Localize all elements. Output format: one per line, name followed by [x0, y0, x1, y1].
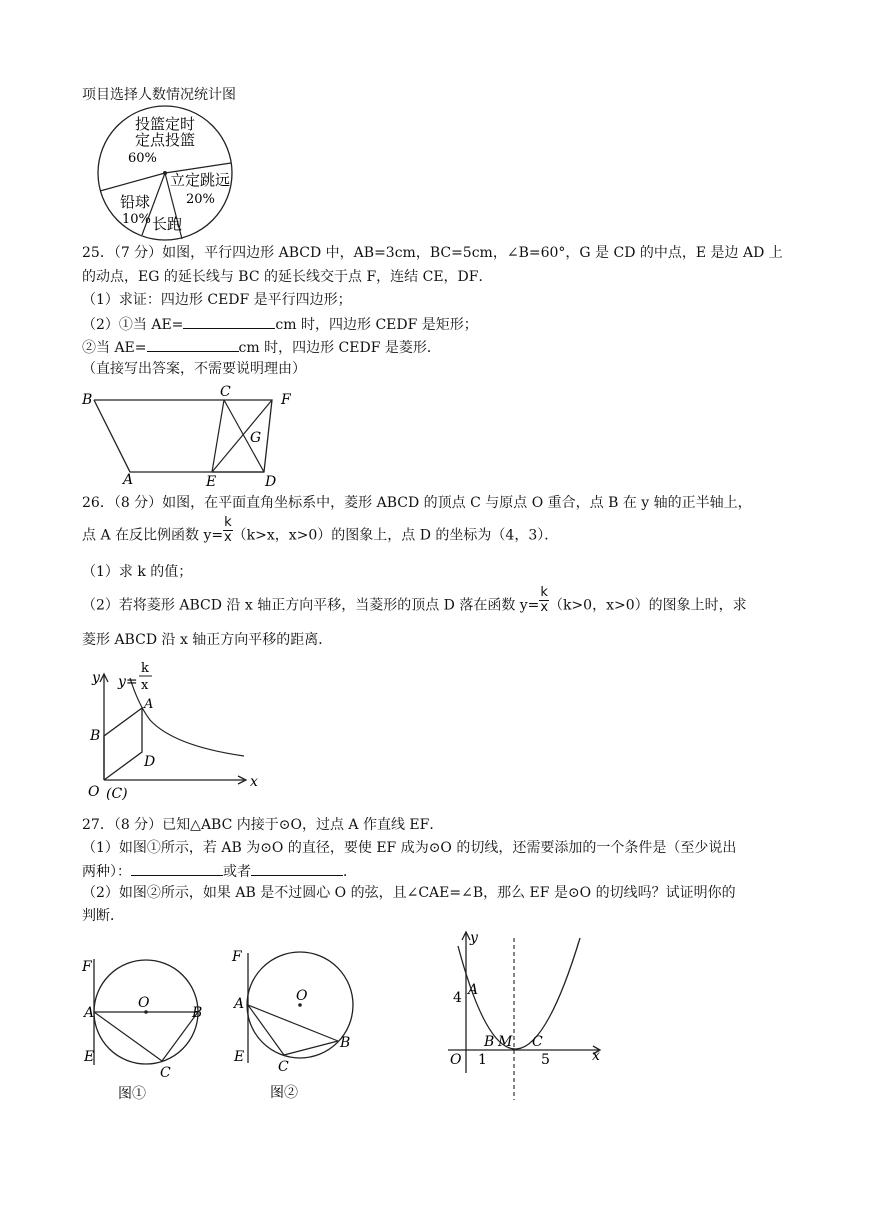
q26-curve-k: k [141, 661, 149, 676]
q26-part2-line2: 菱形 ABCD 沿 x 轴正方向平移的距离． [82, 632, 333, 648]
q27-part1-pre: 两种）： [82, 864, 131, 880]
q27-fig2-F: F [232, 949, 242, 965]
q25-label-E: E [206, 474, 217, 490]
q26-curve-x: x [141, 678, 149, 693]
parabola-label-B: B [484, 1034, 495, 1050]
q26-line2-post: （k>x，x>0）的图象上，点 D 的坐标为（4，3）． [232, 527, 559, 544]
q27-fig1-A: A [84, 1005, 95, 1021]
q27-figure-1 [78, 955, 218, 1105]
q26-label-O: O [88, 784, 100, 800]
q25-label-G: G [250, 430, 262, 446]
q25-answer-blank-1[interactable] [183, 314, 275, 329]
q27-answer-blank-1[interactable] [131, 861, 223, 876]
parabola-tick-1: 1 [478, 1052, 487, 1068]
q27-fig2-A: A [234, 996, 245, 1012]
q26-label-A: A [144, 697, 154, 712]
q25-part1: （1）求证：四边形 CEDF 是平行四边形； [82, 292, 352, 308]
q26-fraction-2 [539, 586, 549, 615]
q27-fig2-B: B [340, 1035, 351, 1051]
pie-pct-1: 60% [128, 151, 157, 166]
pie-label-3: 长跑 [152, 215, 183, 233]
pie-pct-2: 20% [186, 192, 215, 207]
q27-part2-line1: （2）如图②所示，如果 AB 是不过圆心 O 的弦，且∠CAE=∠B，那么 EF 是⊙O 的切线吗？试证明你的 [82, 885, 736, 901]
q26-part2 [82, 585, 747, 615]
q27-figure-2 [226, 945, 366, 1105]
parabola-tick-5: 5 [541, 1052, 550, 1068]
q25-part2a-post: cm 时，四边形 CEDF 是矩形； [275, 317, 478, 333]
q26-axis-y: y [92, 670, 100, 686]
q25-label-F: F [281, 392, 291, 408]
q26-label-B: B [90, 728, 101, 744]
pie-pct-4: 10% [122, 212, 151, 227]
q25-figure [80, 384, 300, 490]
pie-label-2: 立定跳远 [170, 171, 231, 189]
parabola-label-O: O [450, 1052, 462, 1068]
q25-part2b-post: cm 时，四边形 CEDF 是菱形． [238, 340, 441, 356]
q27-fig1-caption: 图① [118, 1086, 146, 1102]
q27-fig2-caption: 图② [270, 1085, 298, 1101]
q25-label-B: B [82, 392, 93, 408]
parabola-tick-4: 4 [453, 990, 462, 1006]
q25-part2a [82, 314, 478, 334]
q25-label-A: A [123, 472, 134, 488]
q26-label-D: D [144, 754, 156, 770]
q26-part2-post: （k>0，x>0）的图象上时，求 [548, 597, 747, 614]
q25-line2: 的动点，EG 的延长线与 BC 的延长线交于点 F，连结 CE，DF． [82, 269, 493, 285]
q27-fig1-C: C [160, 1065, 171, 1081]
q26-part1: （1）求 k 的值； [82, 564, 193, 580]
q27-answer-blank-2[interactable] [251, 861, 343, 876]
q26-label-C: (C) [106, 786, 128, 802]
q27-fig1-O: O [138, 995, 150, 1011]
q25-label-C: C [220, 384, 231, 400]
q27-part1-line2 [82, 861, 357, 881]
q25-part2a-pre: （2）①当 AE= [82, 317, 184, 333]
pie-label-1a: 投篮定时 [135, 115, 196, 133]
q26-axis-x: x [250, 774, 258, 790]
pie-label-1b: 定点投篮 [135, 131, 196, 149]
q27-fig2-C: C [278, 1059, 289, 1075]
q25-part2b [82, 337, 441, 357]
parabola-label-C: C [532, 1034, 543, 1050]
q26-frac2-num: k [540, 585, 548, 600]
parabola-label-A: A [468, 982, 479, 998]
q26-figure [84, 660, 264, 805]
q26-line2 [82, 515, 559, 545]
pie-title: 项目选择人数情况统计图 [82, 87, 236, 103]
q27-fig1-B: B [192, 1005, 203, 1021]
q26-fraction-1 [223, 516, 233, 545]
pie-chart [90, 105, 250, 235]
q26-line2-pre: 点 A 在反比例函数 y= [82, 527, 224, 544]
q27-fig2-E: E [234, 1049, 245, 1065]
parabola-label-M: M [498, 1034, 513, 1050]
q27-line1: 27．（8 分）已知△ABC 内接于⊙O，过点 A 作直线 EF． [82, 817, 444, 833]
pie-label-4: 铅球 [120, 193, 151, 211]
q26-frac1-num: k [224, 515, 232, 530]
q26-frac1-den: x [224, 530, 232, 545]
q27-part2-line2: 判断． [82, 908, 124, 924]
q25-answer-blank-2[interactable] [147, 337, 239, 352]
q26-frac2-den: x [540, 600, 549, 615]
q25-note: （直接写出答案，不需要说明理由） [82, 361, 306, 377]
q27-part1-post: ． [343, 864, 357, 880]
q26-part2-pre: （2）若将菱形 ABCD 沿 x 轴正方向平移，当菱形的顶点 D 落在函数 y= [82, 597, 540, 614]
q26-line1: 26．（8 分）如图，在平面直角坐标系中，菱形 ABCD 的顶点 C 与原点 O 重合，点 B 在 y 轴的正半轴上， [82, 495, 752, 511]
q27-part1-mid: 或者 [223, 864, 251, 880]
q27-fig1-F: F [82, 959, 92, 975]
parabola-figure [440, 928, 610, 1103]
q26-curve-label: y= [118, 674, 138, 690]
parabola-axis-x: x [592, 1048, 600, 1064]
parabola-axis-y: y [470, 930, 478, 946]
q27-fig2-O: O [296, 988, 308, 1004]
q25-line1: 25．（7 分）如图，平行四边形 ABCD 中，AB=3cm，BC=5cm，∠B=60°，G 是 CD 的中点，E 是边 AD 上 [82, 245, 783, 261]
q25-part2b-pre: ②当 AE= [82, 340, 147, 356]
q27-part1-line1: （1）如图①所示，若 AB 为⊙O 的直径，要使 EF 成为⊙O 的切线，还需要添加的一个条件是（至少说出 [82, 840, 737, 856]
q27-fig1-E: E [84, 1049, 95, 1065]
q25-label-D: D [265, 474, 277, 490]
